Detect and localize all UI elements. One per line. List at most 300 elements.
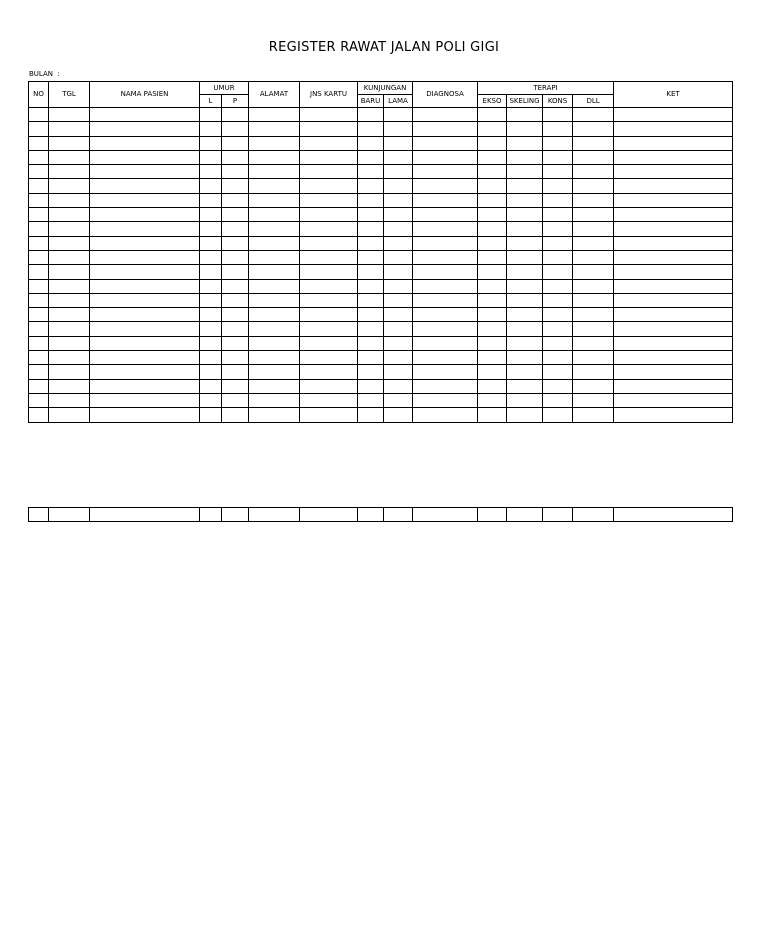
table-cell[interactable] [413, 351, 478, 365]
table-cell[interactable] [507, 193, 543, 207]
table-cell[interactable] [200, 193, 222, 207]
table-cell[interactable] [413, 336, 478, 350]
table-cell[interactable] [384, 293, 413, 307]
table-cell[interactable] [384, 351, 413, 365]
table-cell[interactable] [614, 393, 733, 407]
table-cell[interactable] [90, 365, 200, 379]
table-cell[interactable] [413, 208, 478, 222]
table-cell[interactable] [49, 250, 90, 264]
table-cell[interactable] [507, 108, 543, 122]
table-cell[interactable] [413, 293, 478, 307]
table-cell[interactable] [507, 279, 543, 293]
table-cell[interactable] [249, 336, 300, 350]
table-cell[interactable] [543, 265, 573, 279]
table-cell[interactable] [384, 208, 413, 222]
table-cell[interactable] [29, 108, 49, 122]
table-cell[interactable] [413, 122, 478, 136]
table-cell[interactable] [507, 250, 543, 264]
table-cell[interactable] [49, 408, 90, 422]
table-cell[interactable] [358, 351, 384, 365]
table-cell[interactable] [573, 150, 614, 164]
table-cell[interactable] [300, 336, 358, 350]
table-cell[interactable] [222, 265, 249, 279]
table-cell[interactable] [384, 279, 413, 293]
table-cell[interactable] [222, 208, 249, 222]
table-cell[interactable] [200, 393, 222, 407]
table-cell[interactable] [222, 179, 249, 193]
table-cell[interactable] [614, 379, 733, 393]
table-cell[interactable] [200, 108, 222, 122]
table-cell[interactable] [222, 236, 249, 250]
table-cell[interactable] [90, 150, 200, 164]
table-cell[interactable] [358, 222, 384, 236]
table-cell[interactable] [300, 122, 358, 136]
table-cell[interactable] [222, 365, 249, 379]
table-cell[interactable] [249, 408, 300, 422]
table-cell[interactable] [384, 136, 413, 150]
table-cell[interactable] [90, 250, 200, 264]
table-cell[interactable] [300, 236, 358, 250]
table-cell[interactable] [29, 322, 49, 336]
table-cell[interactable] [507, 508, 543, 522]
table-cell[interactable] [413, 108, 478, 122]
table-cell[interactable] [413, 308, 478, 322]
table-cell[interactable] [200, 279, 222, 293]
table-cell[interactable] [413, 236, 478, 250]
table-cell[interactable] [543, 208, 573, 222]
table-cell[interactable] [29, 393, 49, 407]
table-cell[interactable] [573, 208, 614, 222]
table-cell[interactable] [29, 351, 49, 365]
table-cell[interactable] [249, 222, 300, 236]
table-cell[interactable] [413, 193, 478, 207]
table-cell[interactable] [573, 265, 614, 279]
table-cell[interactable] [573, 222, 614, 236]
table-cell[interactable] [507, 336, 543, 350]
table-cell[interactable] [384, 108, 413, 122]
table-cell[interactable] [384, 222, 413, 236]
table-cell[interactable] [543, 165, 573, 179]
table-cell[interactable] [29, 508, 49, 522]
table-cell[interactable] [222, 108, 249, 122]
table-cell[interactable] [478, 150, 507, 164]
table-cell[interactable] [478, 250, 507, 264]
table-cell[interactable] [614, 165, 733, 179]
table-cell[interactable] [49, 351, 90, 365]
table-cell[interactable] [543, 236, 573, 250]
table-cell[interactable] [573, 179, 614, 193]
table-cell[interactable] [300, 150, 358, 164]
table-cell[interactable] [200, 365, 222, 379]
table-cell[interactable] [90, 193, 200, 207]
table-cell[interactable] [29, 236, 49, 250]
table-cell[interactable] [200, 136, 222, 150]
table-cell[interactable] [200, 150, 222, 164]
table-cell[interactable] [90, 136, 200, 150]
table-cell[interactable] [90, 179, 200, 193]
table-cell[interactable] [29, 122, 49, 136]
table-cell[interactable] [300, 393, 358, 407]
table-cell[interactable] [358, 379, 384, 393]
table-cell[interactable] [200, 351, 222, 365]
table-cell[interactable] [200, 379, 222, 393]
table-cell[interactable] [573, 336, 614, 350]
table-cell[interactable] [573, 322, 614, 336]
table-cell[interactable] [614, 365, 733, 379]
table-cell[interactable] [358, 179, 384, 193]
table-cell[interactable] [358, 265, 384, 279]
table-cell[interactable] [413, 150, 478, 164]
table-cell[interactable] [222, 150, 249, 164]
table-cell[interactable] [300, 408, 358, 422]
table-cell[interactable] [300, 279, 358, 293]
table-cell[interactable] [249, 508, 300, 522]
table-cell[interactable] [614, 265, 733, 279]
table-cell[interactable] [358, 250, 384, 264]
table-cell[interactable] [358, 408, 384, 422]
table-cell[interactable] [358, 193, 384, 207]
table-cell[interactable] [478, 408, 507, 422]
table-cell[interactable] [614, 208, 733, 222]
table-cell[interactable] [384, 336, 413, 350]
table-cell[interactable] [249, 108, 300, 122]
table-cell[interactable] [200, 322, 222, 336]
table-cell[interactable] [200, 222, 222, 236]
table-cell[interactable] [249, 208, 300, 222]
table-cell[interactable] [573, 351, 614, 365]
table-cell[interactable] [249, 379, 300, 393]
table-cell[interactable] [614, 122, 733, 136]
table-cell[interactable] [249, 165, 300, 179]
table-cell[interactable] [358, 165, 384, 179]
table-cell[interactable] [614, 322, 733, 336]
table-cell[interactable] [543, 365, 573, 379]
table-cell[interactable] [222, 408, 249, 422]
table-cell[interactable] [543, 222, 573, 236]
table-cell[interactable] [90, 393, 200, 407]
table-cell[interactable] [478, 279, 507, 293]
table-cell[interactable] [413, 279, 478, 293]
table-cell[interactable] [614, 179, 733, 193]
table-cell[interactable] [249, 150, 300, 164]
table-cell[interactable] [222, 136, 249, 150]
table-cell[interactable] [222, 322, 249, 336]
table-cell[interactable] [478, 236, 507, 250]
table-cell[interactable] [29, 222, 49, 236]
table-cell[interactable] [29, 208, 49, 222]
table-cell[interactable] [507, 179, 543, 193]
table-cell[interactable] [49, 236, 90, 250]
table-cell[interactable] [507, 208, 543, 222]
table-cell[interactable] [507, 393, 543, 407]
table-cell[interactable] [200, 236, 222, 250]
table-cell[interactable] [49, 322, 90, 336]
table-cell[interactable] [573, 193, 614, 207]
table-cell[interactable] [49, 179, 90, 193]
table-cell[interactable] [543, 193, 573, 207]
table-cell[interactable] [543, 250, 573, 264]
table-cell[interactable] [358, 236, 384, 250]
table-cell[interactable] [478, 393, 507, 407]
table-cell[interactable] [384, 150, 413, 164]
table-cell[interactable] [249, 193, 300, 207]
table-cell[interactable] [413, 365, 478, 379]
table-cell[interactable] [90, 308, 200, 322]
table-cell[interactable] [543, 108, 573, 122]
table-cell[interactable] [573, 308, 614, 322]
table-cell[interactable] [29, 165, 49, 179]
table-cell[interactable] [249, 393, 300, 407]
table-cell[interactable] [384, 250, 413, 264]
table-cell[interactable] [249, 265, 300, 279]
table-cell[interactable] [222, 508, 249, 522]
table-cell[interactable] [300, 165, 358, 179]
table-cell[interactable] [29, 250, 49, 264]
table-cell[interactable] [614, 408, 733, 422]
table-cell[interactable] [573, 136, 614, 150]
table-cell[interactable] [29, 279, 49, 293]
table-cell[interactable] [413, 393, 478, 407]
table-cell[interactable] [29, 308, 49, 322]
table-cell[interactable] [200, 179, 222, 193]
table-cell[interactable] [507, 322, 543, 336]
table-cell[interactable] [249, 279, 300, 293]
table-cell[interactable] [90, 379, 200, 393]
table-cell[interactable] [249, 322, 300, 336]
table-cell[interactable] [200, 250, 222, 264]
table-cell[interactable] [478, 179, 507, 193]
table-cell[interactable] [614, 508, 733, 522]
table-cell[interactable] [478, 508, 507, 522]
table-cell[interactable] [413, 408, 478, 422]
table-cell[interactable] [358, 308, 384, 322]
table-cell[interactable] [573, 293, 614, 307]
table-cell[interactable] [413, 179, 478, 193]
table-cell[interactable] [249, 293, 300, 307]
table-cell[interactable] [300, 179, 358, 193]
table-cell[interactable] [478, 122, 507, 136]
table-cell[interactable] [573, 393, 614, 407]
table-cell[interactable] [222, 279, 249, 293]
table-cell[interactable] [614, 236, 733, 250]
table-cell[interactable] [543, 336, 573, 350]
table-cell[interactable] [358, 508, 384, 522]
table-cell[interactable] [300, 265, 358, 279]
table-cell[interactable] [200, 165, 222, 179]
table-cell[interactable] [300, 193, 358, 207]
table-cell[interactable] [614, 336, 733, 350]
table-cell[interactable] [90, 351, 200, 365]
table-cell[interactable] [49, 279, 90, 293]
table-cell[interactable] [49, 336, 90, 350]
table-cell[interactable] [200, 508, 222, 522]
table-cell[interactable] [222, 222, 249, 236]
table-cell[interactable] [249, 122, 300, 136]
table-cell[interactable] [573, 365, 614, 379]
table-cell[interactable] [507, 122, 543, 136]
table-cell[interactable] [614, 136, 733, 150]
table-cell[interactable] [49, 222, 90, 236]
table-cell[interactable] [49, 265, 90, 279]
table-cell[interactable] [300, 108, 358, 122]
table-cell[interactable] [543, 293, 573, 307]
table-cell[interactable] [478, 351, 507, 365]
table-cell[interactable] [573, 236, 614, 250]
table-cell[interactable] [507, 265, 543, 279]
table-cell[interactable] [300, 508, 358, 522]
table-cell[interactable] [222, 351, 249, 365]
table-cell[interactable] [478, 222, 507, 236]
table-cell[interactable] [358, 365, 384, 379]
table-cell[interactable] [413, 165, 478, 179]
table-cell[interactable] [478, 108, 507, 122]
table-cell[interactable] [507, 408, 543, 422]
table-cell[interactable] [507, 136, 543, 150]
table-cell[interactable] [29, 136, 49, 150]
table-cell[interactable] [614, 308, 733, 322]
table-cell[interactable] [543, 122, 573, 136]
table-cell[interactable] [300, 308, 358, 322]
table-cell[interactable] [90, 279, 200, 293]
table-cell[interactable] [543, 179, 573, 193]
table-cell[interactable] [358, 336, 384, 350]
table-cell[interactable] [200, 308, 222, 322]
table-cell[interactable] [49, 508, 90, 522]
table-cell[interactable] [90, 408, 200, 422]
table-cell[interactable] [249, 365, 300, 379]
table-cell[interactable] [29, 365, 49, 379]
table-cell[interactable] [573, 122, 614, 136]
table-cell[interactable] [507, 222, 543, 236]
table-cell[interactable] [384, 379, 413, 393]
table-cell[interactable] [249, 351, 300, 365]
table-cell[interactable] [573, 165, 614, 179]
table-cell[interactable] [384, 408, 413, 422]
table-cell[interactable] [413, 322, 478, 336]
table-cell[interactable] [384, 193, 413, 207]
table-cell[interactable] [358, 122, 384, 136]
table-cell[interactable] [507, 351, 543, 365]
table-cell[interactable] [300, 365, 358, 379]
table-cell[interactable] [543, 322, 573, 336]
table-cell[interactable] [614, 293, 733, 307]
table-cell[interactable] [90, 293, 200, 307]
table-cell[interactable] [384, 179, 413, 193]
table-cell[interactable] [413, 265, 478, 279]
table-cell[interactable] [49, 136, 90, 150]
table-cell[interactable] [49, 308, 90, 322]
table-cell[interactable] [222, 165, 249, 179]
table-cell[interactable] [222, 193, 249, 207]
table-cell[interactable] [358, 393, 384, 407]
table-cell[interactable] [384, 236, 413, 250]
table-cell[interactable] [29, 336, 49, 350]
table-cell[interactable] [29, 379, 49, 393]
table-cell[interactable] [614, 250, 733, 264]
table-cell[interactable] [90, 222, 200, 236]
table-cell[interactable] [249, 236, 300, 250]
table-cell[interactable] [507, 293, 543, 307]
table-cell[interactable] [300, 351, 358, 365]
table-cell[interactable] [90, 236, 200, 250]
table-cell[interactable] [478, 293, 507, 307]
table-cell[interactable] [478, 308, 507, 322]
table-cell[interactable] [222, 122, 249, 136]
table-cell[interactable] [614, 222, 733, 236]
table-cell[interactable] [90, 208, 200, 222]
table-cell[interactable] [29, 179, 49, 193]
table-cell[interactable] [573, 108, 614, 122]
table-cell[interactable] [90, 322, 200, 336]
table-cell[interactable] [358, 293, 384, 307]
table-cell[interactable] [29, 150, 49, 164]
table-cell[interactable] [573, 279, 614, 293]
table-cell[interactable] [413, 222, 478, 236]
table-cell[interactable] [507, 379, 543, 393]
table-cell[interactable] [507, 150, 543, 164]
table-cell[interactable] [90, 108, 200, 122]
table-cell[interactable] [413, 136, 478, 150]
table-cell[interactable] [90, 122, 200, 136]
table-cell[interactable] [358, 136, 384, 150]
table-cell[interactable] [478, 136, 507, 150]
table-cell[interactable] [49, 122, 90, 136]
table-cell[interactable] [200, 208, 222, 222]
table-cell[interactable] [413, 250, 478, 264]
table-cell[interactable] [200, 336, 222, 350]
table-cell[interactable] [222, 293, 249, 307]
table-cell[interactable] [29, 265, 49, 279]
table-cell[interactable] [358, 150, 384, 164]
table-cell[interactable] [478, 336, 507, 350]
table-cell[interactable] [413, 508, 478, 522]
table-cell[interactable] [543, 508, 573, 522]
table-cell[interactable] [249, 250, 300, 264]
table-cell[interactable] [200, 408, 222, 422]
table-cell[interactable] [300, 250, 358, 264]
table-cell[interactable] [543, 408, 573, 422]
table-cell[interactable] [543, 308, 573, 322]
table-cell[interactable] [49, 193, 90, 207]
table-cell[interactable] [384, 393, 413, 407]
table-cell[interactable] [300, 379, 358, 393]
table-cell[interactable] [222, 308, 249, 322]
table-cell[interactable] [384, 322, 413, 336]
table-cell[interactable] [300, 322, 358, 336]
table-cell[interactable] [90, 508, 200, 522]
table-cell[interactable] [478, 265, 507, 279]
table-cell[interactable] [49, 165, 90, 179]
table-cell[interactable] [384, 365, 413, 379]
table-cell[interactable] [413, 379, 478, 393]
table-cell[interactable] [614, 279, 733, 293]
table-cell[interactable] [384, 308, 413, 322]
table-cell[interactable] [300, 136, 358, 150]
table-cell[interactable] [543, 150, 573, 164]
table-cell[interactable] [249, 136, 300, 150]
table-cell[interactable] [478, 379, 507, 393]
table-cell[interactable] [222, 393, 249, 407]
table-cell[interactable] [49, 208, 90, 222]
table-cell[interactable] [222, 379, 249, 393]
table-cell[interactable] [573, 508, 614, 522]
table-cell[interactable] [614, 150, 733, 164]
table-cell[interactable] [222, 250, 249, 264]
table-cell[interactable] [358, 208, 384, 222]
table-cell[interactable] [249, 179, 300, 193]
table-cell[interactable] [614, 351, 733, 365]
table-cell[interactable] [384, 122, 413, 136]
